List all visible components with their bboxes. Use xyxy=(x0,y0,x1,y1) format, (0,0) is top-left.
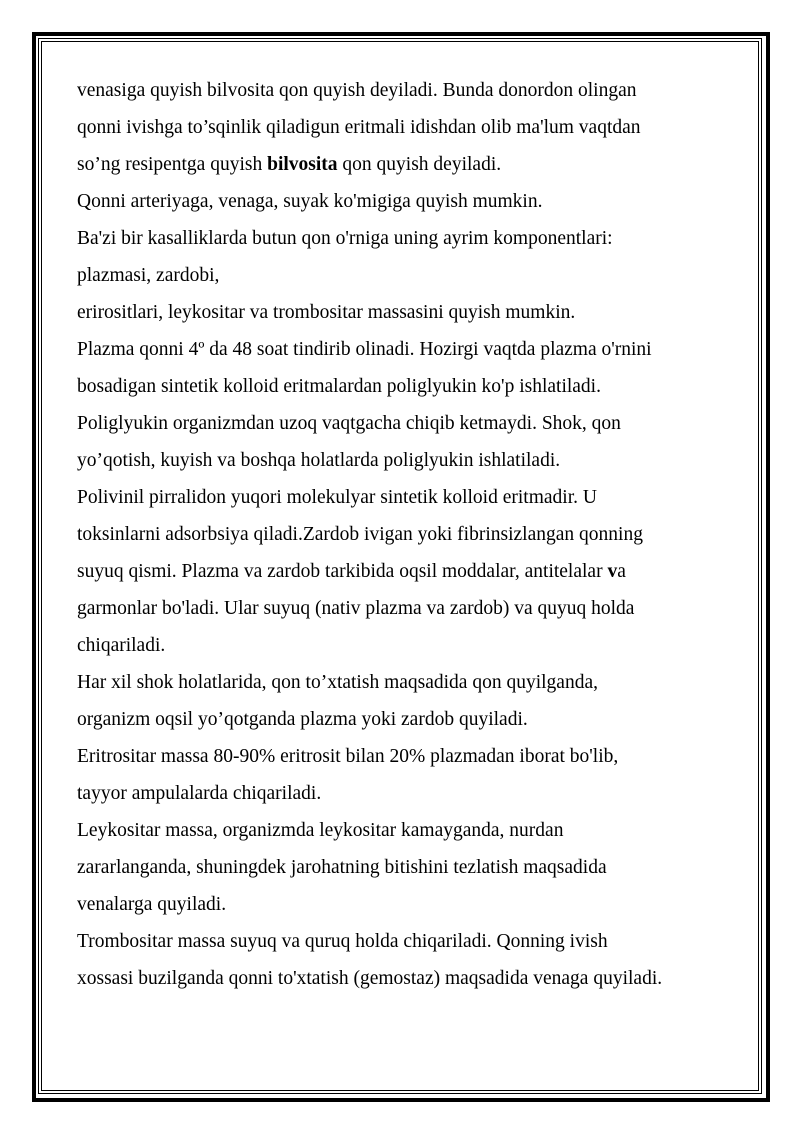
text-run: bosadigan sintetik kolloid eritmalardan poliglyukin ko'p ishlatiladi. xyxy=(77,376,601,397)
text-line xyxy=(77,590,737,627)
document-body xyxy=(77,72,737,997)
text-line xyxy=(77,405,737,442)
text-line xyxy=(77,479,737,516)
text-line xyxy=(77,368,737,405)
text-line xyxy=(77,294,737,331)
text-run: Qonni arteriyaga, venaga, suyak ko'migiga quyish mumkin. xyxy=(77,191,543,212)
text-run: Plazma qonni 4º da 48 soat tindirib olinadi. Hozirgi vaqtda plazma o'rnini xyxy=(77,339,652,360)
text-run: plazmasi, zardobi, xyxy=(77,265,220,286)
text-line xyxy=(77,220,737,257)
text-line xyxy=(77,257,737,294)
text-run: Eritrositar massa 80-90% eritrosit bilan 20% plazmadan iborat bo'lib, xyxy=(77,746,619,767)
text-line xyxy=(77,738,737,775)
bold-text-run: bilvosita xyxy=(267,154,338,175)
text-line xyxy=(77,701,737,738)
text-line xyxy=(77,109,737,146)
text-run: qonni ivishga to’sqinlik qiladigun eritmali idishdan olib ma'lum vaqtdan xyxy=(77,117,641,138)
text-line xyxy=(77,664,737,701)
text-run: Leykositar massa, organizmda leykositar kamayganda, nurdan xyxy=(77,820,564,841)
bold-text-run: v xyxy=(607,561,618,582)
text-run: organizm oqsil yo’qotganda plazma yoki zardob quyiladi. xyxy=(77,709,528,730)
text-run: Polivinil pirralidon yuqori molekulyar sintetik kolloid eritmadir. U xyxy=(77,487,597,508)
text-line xyxy=(77,331,737,368)
text-run: Poliglyukin organizmdan uzoq vaqtgacha chiqib ketmaydi. Shok, qon xyxy=(77,413,621,434)
text-run: venalarga quyiladi. xyxy=(77,894,227,915)
text-line xyxy=(77,183,737,220)
text-run: tayyor ampulalarda chiqariladi. xyxy=(77,783,322,804)
text-line xyxy=(77,553,737,590)
text-run: Ba'zi bir kasalliklarda butun qon o'rniga uning ayrim komponentlari: xyxy=(77,228,613,249)
text-line xyxy=(77,442,737,479)
text-run: xossasi buzilganda qonni to'xtatish (gemostaz) maqsadida venaga quyiladi. xyxy=(77,968,663,989)
text-run: garmonlar bo'ladi. Ular suyuq (nativ plazma va zardob) va quyuq holda xyxy=(77,598,635,619)
text-run: qon quyish deyiladi. xyxy=(337,154,502,175)
text-line xyxy=(77,923,737,960)
text-run: yo’qotish, kuyish va boshqa holatlarda poliglyukin ishlatiladi. xyxy=(77,450,561,471)
text-run: Trombositar massa suyuq va quruq holda chiqariladi. Qonning ivish xyxy=(77,931,608,952)
text-run: a xyxy=(617,561,626,582)
text-line xyxy=(77,812,737,849)
text-line xyxy=(77,960,737,997)
text-run: Har xil shok holatlarida, qon to’xtatish maqsadida qon quyilganda, xyxy=(77,672,598,693)
text-run: toksinlarni adsorbsiya qiladi.Zardob ivigan yoki fibrinsizlangan qonning xyxy=(77,524,643,545)
text-run: chiqariladi. xyxy=(77,635,166,656)
text-line xyxy=(77,849,737,886)
text-line xyxy=(77,627,737,664)
text-line xyxy=(77,886,737,923)
text-line xyxy=(77,775,737,812)
text-run: zararlanganda, shuningdek jarohatning bitishini tezlatish maqsadida xyxy=(77,857,607,878)
text-line xyxy=(77,146,737,183)
text-line xyxy=(77,72,737,109)
text-run: venasiga quyish bilvosita qon quyish deyiladi. Bunda donordon olingan xyxy=(77,80,637,101)
text-run: so’ng resipentga quyish xyxy=(77,154,268,175)
text-run: erirositlari, leykositar va trombositar massasini quyish mumkin. xyxy=(77,302,576,323)
text-run: suyuq qismi. Plazma va zardob tarkibida oqsil moddalar, antitelalar xyxy=(77,561,608,582)
text-line xyxy=(77,516,737,553)
